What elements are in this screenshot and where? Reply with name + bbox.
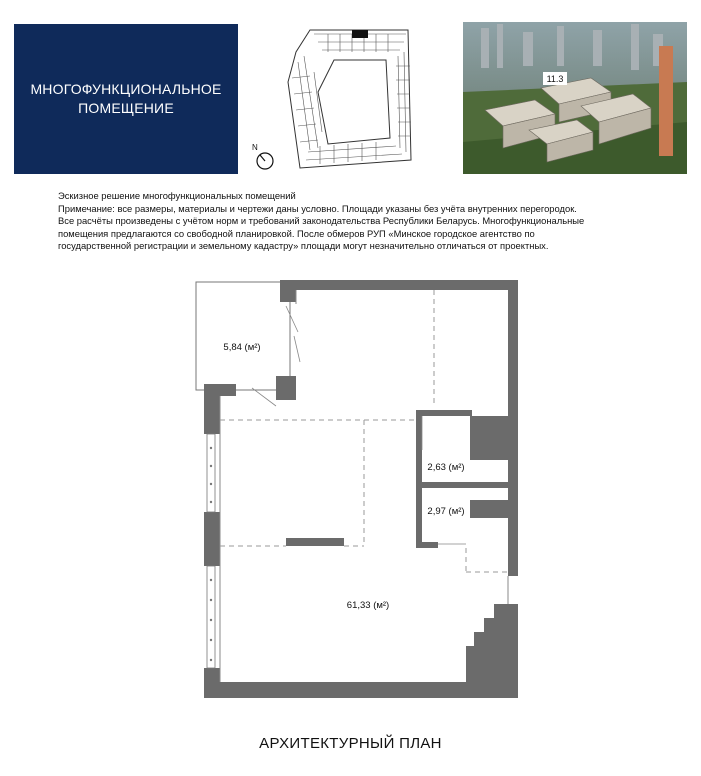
area-room-small-2: 2,97 (м²) xyxy=(427,506,465,517)
compass-icon xyxy=(252,143,273,169)
notes-line-5: государственной регистрации и земельному кадастру» площади могут незначительно отличаться от проектных. xyxy=(58,240,549,252)
plan-title: АРХИТЕКТУРНЫЙ ПЛАН xyxy=(259,735,442,752)
floor-plan xyxy=(190,276,530,708)
dashed-zones xyxy=(220,290,508,572)
key-plan xyxy=(248,22,448,178)
building-label: 11.3 xyxy=(546,74,564,84)
area-terrace: 5,84 (м²) xyxy=(223,342,261,353)
notes-line-4: помещения предлагаются со свободной планировкой. После обмеров РУП «Минское городское агентство по xyxy=(58,227,535,239)
page-title: МНОГОФУНКЦИОНАЛЬНОЕ ПОМЕЩЕНИЕ xyxy=(30,81,222,116)
aerial-render xyxy=(463,22,687,174)
area-main: 61,33 (м²) xyxy=(346,600,390,611)
title-box xyxy=(14,24,238,174)
notes-line-1: Эскизное решение многофункциональных помещений xyxy=(58,190,296,201)
notes-line-3: Все расчёты произведены с учётом норм и требований законодательства Республики Беларусь. Многофункциональные xyxy=(58,215,585,227)
notes xyxy=(58,190,658,253)
notes-line-2: Примечание: все размеры, материалы и чертежи даны условно. Площади указаны без учёта внутренних перегородок. xyxy=(58,202,577,214)
area-room-small-1: 2,63 (м²) xyxy=(427,462,465,473)
key-plan-highlight xyxy=(352,30,368,38)
key-plan-courtyard xyxy=(318,60,390,144)
terrace-outline xyxy=(196,282,290,390)
compass-label: N xyxy=(252,143,258,152)
